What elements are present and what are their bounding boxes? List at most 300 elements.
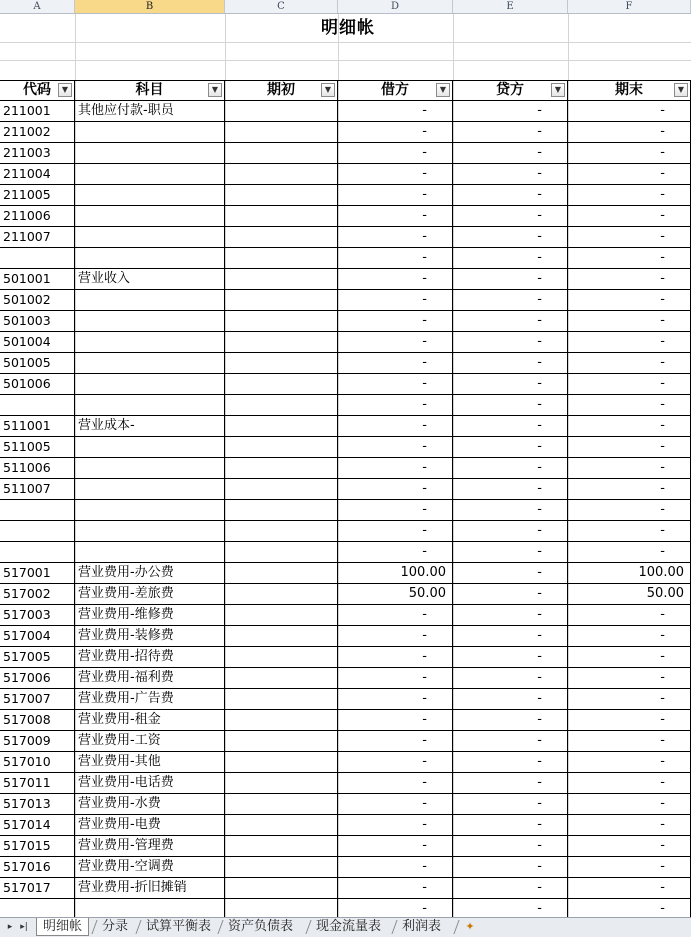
table-row (0, 668, 691, 689)
cell-debit[interactable]: - (338, 668, 453, 688)
cell-code[interactable] (0, 542, 75, 562)
cell-opening[interactable] (225, 374, 338, 394)
cell-subject[interactable] (75, 437, 225, 457)
cell-subject[interactable] (75, 500, 225, 520)
cell-debit[interactable]: 50.00 (338, 584, 453, 604)
cell-debit[interactable]: - (338, 878, 453, 898)
cell-code[interactable]: 517005 (0, 647, 75, 667)
cell-ending[interactable]: - (568, 710, 691, 730)
filter-dropdown-icon[interactable]: ▼ (436, 83, 450, 97)
cell-code[interactable]: 517010 (0, 752, 75, 772)
cell-debit[interactable]: - (338, 353, 453, 373)
cell-code[interactable]: 517006 (0, 668, 75, 688)
cell-credit[interactable]: - (453, 878, 568, 898)
cell-credit[interactable]: - (453, 836, 568, 856)
cell-opening[interactable] (225, 500, 338, 520)
sheet-tab[interactable]: 现金流量表 (316, 919, 382, 934)
cell-subject[interactable] (75, 899, 225, 917)
sheet-tab[interactable]: 利润表 (402, 919, 442, 934)
cell-subject[interactable]: 其他应付款-职员 (75, 101, 225, 121)
cell-code[interactable]: 211001 (0, 101, 75, 121)
sheet-tab[interactable]: 分录 (102, 919, 129, 934)
cell-debit[interactable]: - (338, 458, 453, 478)
table-row (0, 836, 691, 857)
table-row (0, 731, 691, 752)
cell-subject[interactable]: 营业费用-电话费 (75, 773, 225, 793)
cell-debit[interactable]: - (338, 143, 453, 163)
cell-subject[interactable] (75, 248, 225, 268)
cell-debit[interactable]: - (338, 227, 453, 247)
table-row (0, 899, 691, 917)
table-row (0, 500, 691, 521)
cell-ending[interactable]: 50.00 (568, 584, 691, 604)
table-row (0, 689, 691, 710)
cell-code[interactable]: 517001 (0, 563, 75, 583)
cell-credit[interactable]: - (453, 794, 568, 814)
cell-debit[interactable]: - (338, 101, 453, 121)
header-subject[interactable] (75, 81, 225, 100)
cell-ending[interactable]: - (568, 122, 691, 142)
column-letter-f[interactable]: F (568, 0, 691, 13)
cell-ending[interactable]: - (568, 857, 691, 877)
cell-debit[interactable]: - (338, 479, 453, 499)
cell-ending[interactable]: - (568, 647, 691, 667)
cell-subject[interactable]: 营业费用-租金 (75, 710, 225, 730)
table-row (0, 332, 691, 353)
cell-debit[interactable]: - (338, 248, 453, 268)
cell-opening[interactable] (225, 143, 338, 163)
cell-subject[interactable] (75, 227, 225, 247)
table-row (0, 353, 691, 374)
cell-credit[interactable]: - (453, 647, 568, 667)
cell-opening[interactable] (225, 605, 338, 625)
cell-credit[interactable]: - (453, 311, 568, 331)
cell-code[interactable]: 501005 (0, 353, 75, 373)
table-row (0, 647, 691, 668)
cell-subject[interactable]: 营业费用-维修费 (75, 605, 225, 625)
cell-debit[interactable]: - (338, 836, 453, 856)
cell-ending[interactable]: - (568, 374, 691, 394)
cell-code[interactable]: 517011 (0, 773, 75, 793)
header-debit-label: 借方 (381, 82, 409, 98)
cell-opening[interactable] (225, 185, 338, 205)
cell-credit[interactable]: - (453, 710, 568, 730)
cell-subject[interactable]: 营业费用-办公费 (75, 563, 225, 583)
cell-opening[interactable] (225, 689, 338, 709)
cell-debit[interactable]: - (338, 122, 453, 142)
cell-credit[interactable]: - (453, 668, 568, 688)
cell-ending[interactable]: - (568, 626, 691, 646)
filter-dropdown-icon[interactable]: ▼ (321, 83, 335, 97)
filter-dropdown-icon[interactable]: ▼ (58, 83, 72, 97)
cell-credit[interactable]: - (453, 374, 568, 394)
cell-credit[interactable]: - (453, 857, 568, 877)
header-debit[interactable] (338, 81, 453, 100)
cell-ending[interactable]: - (568, 752, 691, 772)
cell-credit[interactable]: - (453, 584, 568, 604)
cell-credit[interactable]: - (453, 395, 568, 415)
cell-opening[interactable] (225, 395, 338, 415)
table-row (0, 269, 691, 290)
cell-debit[interactable]: 100.00 (338, 563, 453, 583)
cell-opening[interactable] (225, 731, 338, 751)
cell-code[interactable]: 501002 (0, 290, 75, 310)
cell-credit[interactable]: - (453, 542, 568, 562)
cell-subject[interactable] (75, 332, 225, 352)
sheet-tab[interactable]: 明细帐 (36, 918, 89, 936)
cell-credit[interactable]: - (453, 353, 568, 373)
cell-ending[interactable]: - (568, 416, 691, 436)
cell-ending[interactable]: - (568, 836, 691, 856)
cell-ending[interactable]: - (568, 773, 691, 793)
cell-debit[interactable]: - (338, 626, 453, 646)
cell-code[interactable] (0, 395, 75, 415)
cell-credit[interactable]: - (453, 101, 568, 121)
cell-credit[interactable]: - (453, 731, 568, 751)
cell-subject[interactable]: 营业收入 (75, 269, 225, 289)
table-row (0, 206, 691, 227)
gridline (0, 60, 691, 61)
cell-subject[interactable] (75, 143, 225, 163)
column-letter-b[interactable]: B (75, 0, 225, 13)
cell-ending[interactable]: - (568, 290, 691, 310)
cell-opening[interactable] (225, 416, 338, 436)
cell-ending[interactable]: - (568, 437, 691, 457)
insert-worksheet-icon[interactable]: ✦ (465, 920, 475, 933)
cell-debit[interactable]: - (338, 437, 453, 457)
cell-credit[interactable]: - (453, 752, 568, 772)
cell-opening[interactable] (225, 794, 338, 814)
cell-debit[interactable]: - (338, 794, 453, 814)
sheet-tab-bar (0, 917, 691, 937)
cell-credit[interactable]: - (453, 815, 568, 835)
cell-credit[interactable]: - (453, 416, 568, 436)
cell-code[interactable]: 211004 (0, 164, 75, 184)
cell-subject[interactable] (75, 521, 225, 541)
cell-code[interactable] (0, 899, 75, 917)
cell-ending[interactable]: - (568, 479, 691, 499)
cell-credit[interactable]: - (453, 122, 568, 142)
cell-opening[interactable] (225, 773, 338, 793)
cell-credit[interactable]: - (453, 605, 568, 625)
cell-opening[interactable] (225, 878, 338, 898)
cell-ending[interactable]: - (568, 206, 691, 226)
cell-ending[interactable]: - (568, 353, 691, 373)
cell-credit[interactable]: - (453, 500, 568, 520)
cell-credit[interactable]: - (453, 185, 568, 205)
table-row (0, 584, 691, 605)
sheet-tab[interactable]: 试算平衡表 (146, 919, 212, 934)
header-opening-label: 期初 (267, 82, 295, 98)
cell-code[interactable]: 517009 (0, 731, 75, 751)
cell-code[interactable]: 211007 (0, 227, 75, 247)
table-row (0, 122, 691, 143)
cell-credit[interactable]: - (453, 206, 568, 226)
cell-ending[interactable]: - (568, 794, 691, 814)
table-row (0, 395, 691, 416)
cell-debit[interactable]: - (338, 185, 453, 205)
header-ending[interactable] (568, 81, 691, 100)
gridline (0, 42, 691, 43)
cell-subject[interactable]: 营业费用-管理费 (75, 836, 225, 856)
cell-opening[interactable] (225, 542, 338, 562)
cell-debit[interactable]: - (338, 395, 453, 415)
cell-subject[interactable] (75, 164, 225, 184)
cell-opening[interactable] (225, 668, 338, 688)
table-row (0, 773, 691, 794)
cell-code[interactable]: 517002 (0, 584, 75, 604)
cell-code[interactable] (0, 521, 75, 541)
cell-debit[interactable]: - (338, 731, 453, 751)
cell-opening[interactable] (225, 521, 338, 541)
cell-credit[interactable]: - (453, 563, 568, 583)
cell-debit[interactable]: - (338, 500, 453, 520)
table-row (0, 185, 691, 206)
header-code-label: 代码 (23, 82, 51, 98)
cell-ending[interactable]: - (568, 332, 691, 352)
cell-subject[interactable]: 营业费用-折旧摊销 (75, 878, 225, 898)
cell-debit[interactable]: - (338, 857, 453, 877)
table-row (0, 857, 691, 878)
cell-subject[interactable] (75, 185, 225, 205)
cell-credit[interactable]: - (453, 479, 568, 499)
cell-opening[interactable] (225, 563, 338, 583)
cell-subject[interactable]: 营业费用-装修费 (75, 626, 225, 646)
cell-code[interactable]: 511001 (0, 416, 75, 436)
cell-subject[interactable]: 营业费用-福利费 (75, 668, 225, 688)
cell-ending[interactable]: 100.00 (568, 563, 691, 583)
header-code[interactable] (0, 81, 75, 100)
cell-ending[interactable]: - (568, 164, 691, 184)
cell-code[interactable]: 517017 (0, 878, 75, 898)
cell-credit[interactable]: - (453, 899, 568, 917)
cell-opening[interactable] (225, 269, 338, 289)
column-letter-e[interactable]: E (453, 0, 568, 13)
cell-subject[interactable]: 营业费用-广告费 (75, 689, 225, 709)
cell-subject[interactable] (75, 206, 225, 226)
cell-credit[interactable]: - (453, 521, 568, 541)
table-row (0, 164, 691, 185)
cell-opening[interactable] (225, 332, 338, 352)
cell-subject[interactable] (75, 290, 225, 310)
column-letter-a[interactable]: A (0, 0, 75, 13)
cell-subject[interactable]: 营业费用-水费 (75, 794, 225, 814)
cell-ending[interactable]: - (568, 668, 691, 688)
cell-subject[interactable] (75, 374, 225, 394)
table-row (0, 521, 691, 542)
cell-code[interactable]: 517003 (0, 605, 75, 625)
cell-subject[interactable]: 营业费用-工资 (75, 731, 225, 751)
table-row (0, 878, 691, 899)
cell-opening[interactable] (225, 626, 338, 646)
cell-credit[interactable]: - (453, 332, 568, 352)
cell-ending[interactable]: - (568, 227, 691, 247)
table-row (0, 563, 691, 584)
cell-credit[interactable]: - (453, 689, 568, 709)
cell-subject[interactable] (75, 311, 225, 331)
cell-debit[interactable]: - (338, 521, 453, 541)
cell-credit[interactable]: - (453, 626, 568, 646)
table-row (0, 143, 691, 164)
cell-code[interactable] (0, 500, 75, 520)
cell-debit[interactable]: - (338, 773, 453, 793)
cell-code[interactable]: 211002 (0, 122, 75, 142)
cell-ending[interactable]: - (568, 143, 691, 163)
sheet-tab[interactable]: 资产负债表 (228, 919, 294, 934)
cell-ending[interactable]: - (568, 269, 691, 289)
cell-opening[interactable] (225, 206, 338, 226)
table-row (0, 311, 691, 332)
cell-opening[interactable] (225, 899, 338, 917)
cell-code[interactable]: 211003 (0, 143, 75, 163)
cell-code[interactable]: 211006 (0, 206, 75, 226)
cell-opening[interactable] (225, 836, 338, 856)
cell-ending[interactable]: - (568, 815, 691, 835)
cell-code[interactable]: 517008 (0, 710, 75, 730)
column-letter-c[interactable]: C (225, 0, 338, 13)
cell-ending[interactable]: - (568, 458, 691, 478)
cell-opening[interactable] (225, 584, 338, 604)
cell-credit[interactable]: - (453, 290, 568, 310)
cell-debit[interactable]: - (338, 311, 453, 331)
table-row (0, 374, 691, 395)
cell-credit[interactable]: - (453, 248, 568, 268)
cell-credit[interactable]: - (453, 269, 568, 289)
cell-opening[interactable] (225, 290, 338, 310)
table-row (0, 416, 691, 437)
filter-dropdown-icon[interactable]: ▼ (674, 83, 688, 97)
cell-subject[interactable]: 营业费用-其他 (75, 752, 225, 772)
cell-debit[interactable]: - (338, 416, 453, 436)
cell-subject[interactable] (75, 479, 225, 499)
cell-opening[interactable] (225, 248, 338, 268)
cell-ending[interactable]: - (568, 878, 691, 898)
cell-debit[interactable]: - (338, 164, 453, 184)
header-subject-label: 科目 (135, 82, 164, 98)
table-row (0, 710, 691, 731)
cell-debit[interactable]: - (338, 689, 453, 709)
cell-opening[interactable] (225, 857, 338, 877)
cell-opening[interactable] (225, 164, 338, 184)
cell-subject[interactable] (75, 353, 225, 373)
cell-subject[interactable]: 营业费用-电费 (75, 815, 225, 835)
cell-credit[interactable]: - (453, 773, 568, 793)
cell-opening[interactable] (225, 458, 338, 478)
table-row (0, 794, 691, 815)
header-opening[interactable] (225, 81, 338, 100)
cell-opening[interactable] (225, 353, 338, 373)
cell-ending[interactable]: - (568, 395, 691, 415)
header-credit[interactable] (453, 81, 568, 100)
cell-code[interactable]: 511006 (0, 458, 75, 478)
cell-opening[interactable] (225, 752, 338, 772)
cell-ending[interactable]: - (568, 521, 691, 541)
cell-subject[interactable]: 营业费用-招待费 (75, 647, 225, 667)
cell-credit[interactable]: - (453, 437, 568, 457)
cell-code[interactable]: 511007 (0, 479, 75, 499)
cell-debit[interactable]: - (338, 269, 453, 289)
cell-ending[interactable]: - (568, 542, 691, 562)
cell-code[interactable]: 517013 (0, 794, 75, 814)
cell-credit[interactable]: - (453, 143, 568, 163)
cell-code[interactable]: 517016 (0, 857, 75, 877)
cell-debit[interactable]: - (338, 542, 453, 562)
cell-debit[interactable]: - (338, 332, 453, 352)
cell-debit[interactable]: - (338, 647, 453, 667)
cell-code[interactable] (0, 248, 75, 268)
cell-code[interactable]: 517014 (0, 815, 75, 835)
column-letter-d[interactable]: D (338, 0, 453, 13)
cell-credit[interactable]: - (453, 458, 568, 478)
filter-dropdown-icon[interactable]: ▼ (208, 83, 222, 97)
cell-debit[interactable]: - (338, 206, 453, 226)
cell-ending[interactable]: - (568, 248, 691, 268)
cell-code[interactable]: 517004 (0, 626, 75, 646)
cell-opening[interactable] (225, 311, 338, 331)
table-row (0, 437, 691, 458)
cell-subject[interactable]: 营业费用-空调费 (75, 857, 225, 877)
cell-debit[interactable]: - (338, 290, 453, 310)
filter-dropdown-icon[interactable]: ▼ (551, 83, 565, 97)
cell-ending[interactable]: - (568, 185, 691, 205)
cell-subject[interactable] (75, 458, 225, 478)
cell-code[interactable]: 511005 (0, 437, 75, 457)
cell-code[interactable]: 501006 (0, 374, 75, 394)
cell-opening[interactable] (225, 710, 338, 730)
cell-ending[interactable]: - (568, 689, 691, 709)
cell-opening[interactable] (225, 122, 338, 142)
cell-subject[interactable]: 营业费用-差旅费 (75, 584, 225, 604)
cell-debit[interactable]: - (338, 374, 453, 394)
cell-subject[interactable] (75, 542, 225, 562)
cell-code[interactable]: 501003 (0, 311, 75, 331)
cell-debit[interactable]: - (338, 710, 453, 730)
cell-debit[interactable]: - (338, 815, 453, 835)
table-row (0, 248, 691, 269)
cell-debit[interactable]: - (338, 899, 453, 917)
cell-credit[interactable]: - (453, 227, 568, 247)
cell-opening[interactable] (225, 101, 338, 121)
cell-code[interactable]: 517015 (0, 836, 75, 856)
cell-subject[interactable] (75, 395, 225, 415)
cell-subject[interactable] (75, 122, 225, 142)
cell-opening[interactable] (225, 227, 338, 247)
header-credit-label: 贷方 (496, 82, 524, 98)
cell-debit[interactable]: - (338, 752, 453, 772)
cell-ending[interactable]: - (568, 605, 691, 625)
cell-opening[interactable] (225, 479, 338, 499)
tab-nav-last-icon[interactable]: ▸| (20, 922, 28, 932)
cell-ending[interactable]: - (568, 101, 691, 121)
cell-code[interactable]: 501004 (0, 332, 75, 352)
cell-opening[interactable] (225, 647, 338, 667)
cell-subject[interactable]: 营业成本- (75, 416, 225, 436)
cell-opening[interactable] (225, 437, 338, 457)
table-row (0, 458, 691, 479)
cell-ending[interactable]: - (568, 311, 691, 331)
cell-ending[interactable]: - (568, 899, 691, 917)
cell-code[interactable]: 501001 (0, 269, 75, 289)
cell-ending[interactable]: - (568, 731, 691, 751)
tab-nav-next-icon[interactable]: ▸ (7, 922, 13, 932)
table-row (0, 227, 691, 248)
cell-opening[interactable] (225, 815, 338, 835)
cell-code[interactable]: 517007 (0, 689, 75, 709)
cell-credit[interactable]: - (453, 164, 568, 184)
cell-debit[interactable]: - (338, 605, 453, 625)
cell-ending[interactable]: - (568, 500, 691, 520)
cell-code[interactable]: 211005 (0, 185, 75, 205)
